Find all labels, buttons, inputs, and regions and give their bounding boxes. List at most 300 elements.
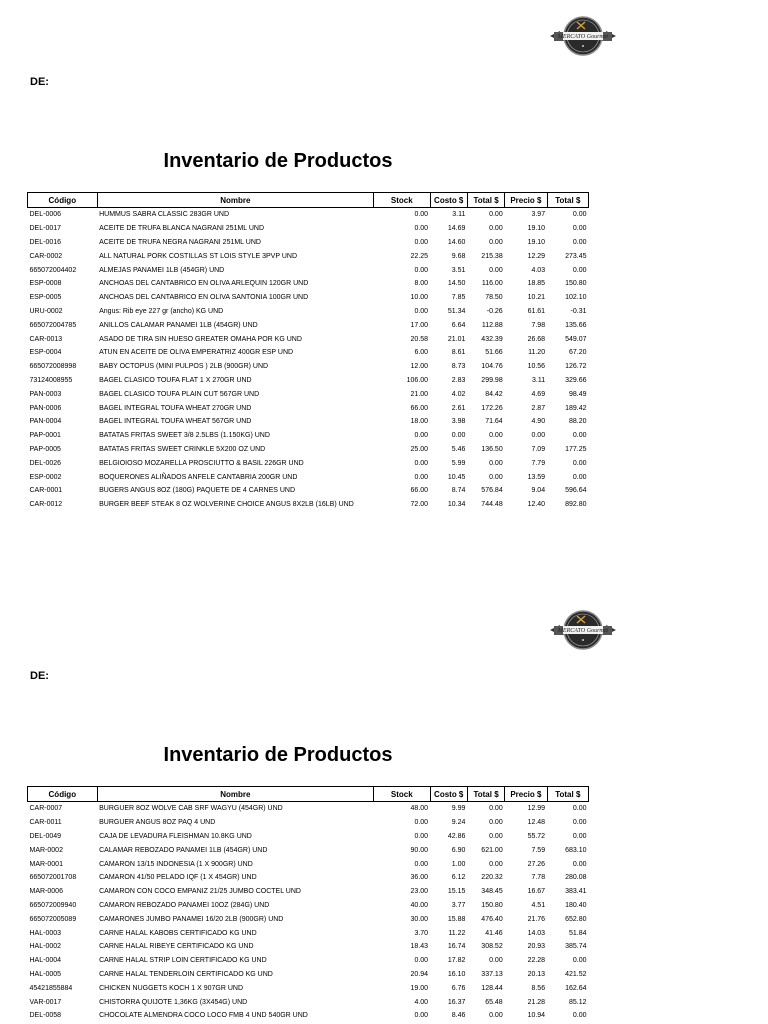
numeric-cell: 5.46 — [451, 445, 466, 453]
numeric-cell: 189.42 — [565, 404, 587, 412]
numeric-cell: 0.00 — [572, 238, 587, 246]
table-row — [28, 443, 589, 457]
product-name: CAMARONES JUMBO PANAMEI 16/20 2LB (900GR) UND — [99, 915, 284, 923]
numeric-cell: 78.50 — [485, 294, 503, 302]
numeric-cell: 0.00 — [489, 805, 503, 813]
numeric-cell: 8.73 — [451, 363, 466, 371]
numeric-cell: 6.90 — [451, 846, 466, 854]
product-name: ALMEJAS PANAMEI 1LB (454GR) UND — [99, 266, 225, 274]
numeric-cell: 385.74 — [565, 943, 587, 951]
product-code: HAL-0003 — [29, 929, 62, 937]
product-name: ALL NATURAL PORK COSTILLAS ST LOIS STYLE 3PVP UND — [99, 252, 297, 260]
numeric-cell: 3.11 — [452, 211, 466, 219]
numeric-cell: 12.40 — [527, 501, 546, 509]
table-row — [28, 249, 589, 263]
numeric-cell: 0.00 — [489, 819, 503, 827]
de-label: DE: — [30, 76, 49, 88]
numeric-cell: 9.24 — [451, 819, 466, 827]
product-code: CAR-0011 — [29, 819, 62, 827]
product-code: ESP-0008 — [29, 280, 62, 288]
inventory-table — [27, 192, 589, 512]
numeric-cell: 20.94 — [410, 970, 429, 978]
numeric-cell: 116.00 — [481, 280, 503, 288]
product-code: 665072005089 — [29, 915, 77, 923]
product-code: DEL-0058 — [29, 1012, 62, 1020]
numeric-cell: 102.10 — [565, 294, 587, 302]
table-row — [28, 346, 589, 360]
numeric-cell: 22.25 — [410, 252, 429, 260]
numeric-cell: 299.98 — [481, 376, 503, 384]
product-name: BAGEL CLASICO TOUFA PLAIN CUT 567GR UND — [99, 390, 260, 398]
table-row — [28, 236, 589, 250]
numeric-cell: 5.99 — [451, 459, 466, 467]
numeric-cell: 7.98 — [531, 321, 546, 329]
numeric-cell: 0.00 — [489, 832, 503, 840]
numeric-cell: 20.13 — [527, 970, 546, 978]
numeric-cell: 0.00 — [572, 832, 587, 840]
numeric-cell: 17.82 — [447, 957, 466, 965]
table-row — [28, 1009, 589, 1023]
numeric-cell: -0.26 — [486, 307, 503, 315]
numeric-cell: 0.00 — [489, 860, 503, 868]
product-code: PAN-0006 — [29, 404, 62, 412]
product-name: CHICKEN NUGGETS KOCH 1 X 907GR UND — [99, 984, 244, 992]
product-name: BOQUERONES ALIÑADOS ANFELE CANTABRIA 200GR UND — [99, 473, 298, 481]
numeric-cell: 7.09 — [531, 445, 546, 453]
numeric-cell: 11.22 — [448, 929, 466, 937]
product-name: ANCHOAS DEL CANTABRICO EN OLIVA ARLEQUIN 120GR UND — [99, 280, 309, 288]
product-name: BAGEL INTEGRAL TOUFA WHEAT 270GR UND — [99, 404, 252, 412]
numeric-cell: 0.00 — [414, 459, 429, 467]
column-header: Costo $ — [430, 193, 467, 208]
table-row — [28, 843, 589, 857]
table-row — [28, 498, 589, 512]
table-row — [28, 263, 589, 277]
table-row — [28, 456, 589, 470]
numeric-cell: 106.00 — [406, 376, 429, 384]
product-name: BAGEL CLASICO TOUFA FLAT 1 X 270GR UND — [99, 376, 252, 384]
de-label: DE: — [30, 670, 49, 682]
table-header-row — [28, 787, 589, 802]
table-row — [28, 830, 589, 844]
numeric-cell: 6.76 — [451, 984, 466, 992]
numeric-cell: 215.38 — [481, 252, 503, 260]
numeric-cell: 0.00 — [489, 432, 503, 440]
numeric-cell: 9.04 — [531, 487, 546, 495]
numeric-cell: 65.48 — [485, 998, 503, 1006]
numeric-cell: 10.34 — [447, 501, 466, 509]
numeric-cell: 0.00 — [414, 832, 429, 840]
numeric-cell: 3.11 — [531, 376, 546, 384]
numeric-cell: 12.00 — [410, 363, 429, 371]
numeric-cell: 2.87 — [531, 404, 546, 412]
numeric-cell: 85.12 — [568, 998, 587, 1006]
numeric-cell: 596.64 — [565, 487, 587, 495]
product-code: HAL-0005 — [29, 970, 62, 978]
product-name: ACEITE DE TRUFA NEGRA NAGRANI 251ML UND — [99, 238, 261, 246]
product-code: ESP-0002 — [29, 473, 62, 481]
numeric-cell: 421.52 — [565, 970, 587, 978]
table-row — [28, 429, 589, 443]
numeric-cell: 20.58 — [410, 335, 429, 343]
table-row — [28, 374, 589, 388]
numeric-cell: 8.00 — [414, 280, 429, 288]
numeric-cell: 66.00 — [410, 404, 429, 412]
product-code: VAR-0017 — [29, 998, 62, 1006]
product-code: DEL-0016 — [29, 238, 62, 246]
numeric-cell: 0.00 — [489, 957, 503, 965]
numeric-cell: 10.94 — [527, 1012, 546, 1020]
numeric-cell: 18.43 — [410, 943, 429, 951]
numeric-cell: 16.10 — [447, 970, 466, 978]
numeric-cell: 329.66 — [565, 376, 587, 384]
numeric-cell: 0.00 — [489, 225, 503, 233]
numeric-cell: 41.46 — [485, 929, 503, 937]
product-code: CAR-0013 — [29, 335, 63, 343]
numeric-cell: 136.50 — [481, 445, 503, 453]
numeric-cell: 0.00 — [489, 266, 503, 274]
numeric-cell: 14.60 — [447, 238, 466, 246]
product-name: ANILLOS CALAMAR PANAMEI 1LB (454GR) UND — [99, 321, 258, 329]
numeric-cell: 2.61 — [451, 404, 466, 412]
product-name: BURGER BEEF STEAK 8 OZ WOLVERINE CHOICE ANGUS 8X2LB (16LB) UND — [99, 501, 354, 509]
column-header: Precio $ — [505, 787, 547, 802]
numeric-cell: 683.10 — [565, 846, 587, 854]
numeric-cell: 0.00 — [531, 432, 546, 440]
table-row — [28, 871, 589, 885]
numeric-cell: 84.42 — [485, 390, 503, 398]
numeric-cell: 30.00 — [410, 915, 429, 923]
product-name: ASADO DE TIRA SIN HUESO GREATER OMAHA POR KG UND — [99, 335, 302, 343]
product-name: CHISTORRA QUIJOTE 1,36KG (3X454G) UND — [99, 998, 248, 1006]
product-code: CAR-0002 — [29, 252, 63, 260]
numeric-cell: 280.08 — [565, 874, 587, 882]
numeric-cell: 88.20 — [568, 418, 587, 426]
numeric-cell: 40.00 — [410, 901, 429, 909]
numeric-cell: 42.86 — [447, 832, 466, 840]
numeric-cell: 6.64 — [451, 321, 466, 329]
product-code: DEL-0026 — [29, 459, 62, 467]
column-header: Código — [28, 787, 98, 802]
numeric-cell: 21.76 — [527, 915, 546, 923]
numeric-cell: 10.00 — [410, 294, 429, 302]
numeric-cell: 3.97 — [531, 211, 546, 219]
product-code: HAL-0004 — [29, 957, 62, 965]
numeric-cell: 61.61 — [527, 307, 546, 315]
numeric-cell: 0.00 — [572, 957, 587, 965]
table-row — [28, 816, 589, 830]
numeric-cell: 19.10 — [527, 238, 546, 246]
table-row — [28, 305, 589, 319]
numeric-cell: 162.64 — [565, 984, 587, 992]
numeric-cell: 0.00 — [489, 459, 503, 467]
product-name: BAGEL INTEGRAL TOUFA WHEAT 567GR UND — [99, 418, 252, 426]
numeric-cell: 12.29 — [527, 252, 546, 260]
table-row — [28, 885, 589, 899]
numeric-cell: 4.69 — [531, 390, 546, 398]
product-name: CAMARON CON COCO EMPANIZ 21/25 JUMBO COCTEL UND — [99, 888, 301, 896]
product-code: MAR-0001 — [29, 860, 63, 868]
table-header-row — [28, 193, 589, 208]
numeric-cell: 172.26 — [481, 404, 503, 412]
product-name: BABY OCTOPUS (MINI PULPOS ) 2LB (900GR) UND — [99, 363, 269, 371]
product-name: BELGIOIOSO MOZARELLA PROSCIUTTO & BASIL 226GR UND — [99, 459, 304, 467]
product-code: URU-0002 — [29, 307, 63, 315]
numeric-cell: 0.00 — [414, 860, 429, 868]
numeric-cell: 0.00 — [414, 266, 429, 274]
numeric-cell: 14.03 — [527, 929, 546, 937]
column-header: Total $ — [547, 193, 588, 208]
numeric-cell: 0.00 — [489, 1012, 503, 1020]
numeric-cell: 4.00 — [414, 998, 429, 1006]
product-code: PAN-0004 — [29, 418, 62, 426]
product-name: CAMARON REBOZADO PANAMEI 10OZ (284G) UND — [99, 901, 270, 909]
numeric-cell: 0.00 — [489, 473, 503, 481]
numeric-cell: -0.31 — [570, 307, 587, 315]
numeric-cell: 0.00 — [572, 1012, 587, 1020]
numeric-cell: 4.90 — [531, 418, 546, 426]
numeric-cell: 6.00 — [414, 349, 429, 357]
product-code: CAR-0012 — [29, 501, 63, 509]
numeric-cell: 744.48 — [481, 501, 503, 509]
table-row — [28, 968, 589, 982]
numeric-cell: 26.68 — [527, 335, 546, 343]
table-row — [28, 470, 589, 484]
numeric-cell: 0.00 — [414, 307, 429, 315]
numeric-cell: 12.99 — [527, 805, 546, 813]
numeric-cell: 128.44 — [481, 984, 503, 992]
column-header: Costo $ — [430, 787, 467, 802]
inventory-table — [27, 786, 589, 1023]
product-name: CAMARON 13/15 INDONESIA (1 X 900GR) UND — [99, 860, 253, 868]
numeric-cell: 0.00 — [414, 211, 429, 219]
numeric-cell: 16.67 — [527, 888, 546, 896]
numeric-cell: 383.41 — [565, 888, 587, 896]
product-name: CAJA DE LEVADURA FLEISHMAN 10.8KG UND — [99, 832, 252, 840]
numeric-cell: 18.00 — [410, 418, 429, 426]
numeric-cell: 177.25 — [565, 445, 587, 453]
numeric-cell: 892.80 — [565, 501, 587, 509]
table-row — [28, 981, 589, 995]
column-header: Stock — [374, 193, 431, 208]
numeric-cell: 15.88 — [447, 915, 466, 923]
numeric-cell: 0.00 — [414, 432, 429, 440]
product-code: DEL-0006 — [29, 211, 62, 219]
numeric-cell: 7.78 — [531, 874, 546, 882]
numeric-cell: 0.00 — [572, 860, 587, 868]
numeric-cell: 0.00 — [572, 819, 587, 827]
product-code: 665072004785 — [29, 321, 77, 329]
product-name: CARNE HALAL TENDERLOIN CERTIFICADO KG UND — [99, 970, 273, 978]
product-name: CALAMAR REBOZADO PANAMEI 1LB (454GR) UND — [99, 846, 268, 854]
product-name: CAMARON 41/50 PELADO IQF (1 X 454GR) UND — [99, 874, 257, 882]
numeric-cell: 180.40 — [565, 901, 587, 909]
table-row — [28, 387, 589, 401]
numeric-cell: 7.79 — [531, 459, 546, 467]
numeric-cell: 11.20 — [528, 349, 546, 357]
table-row — [28, 318, 589, 332]
numeric-cell: 0.00 — [414, 1012, 429, 1020]
numeric-cell: 55.72 — [527, 832, 546, 840]
product-code: 665072001708 — [29, 874, 77, 882]
product-name: CARNE HALAL KABOBS CERTIFICADO KG UND — [99, 929, 257, 937]
numeric-cell: 3.70 — [414, 929, 429, 937]
numeric-cell: 21.00 — [410, 390, 429, 398]
numeric-cell: 8.61 — [451, 349, 466, 357]
table-row — [28, 926, 589, 940]
numeric-cell: 220.32 — [481, 874, 503, 882]
numeric-cell: 476.40 — [481, 915, 503, 923]
column-header: Nombre — [97, 193, 373, 208]
table-row — [28, 954, 589, 968]
table-row — [28, 899, 589, 913]
table-row — [28, 291, 589, 305]
numeric-cell: 20.93 — [527, 943, 546, 951]
numeric-cell: 150.80 — [481, 901, 503, 909]
product-code: CAR-0001 — [29, 487, 63, 495]
numeric-cell: 7.59 — [531, 846, 546, 854]
product-name: BATATAS FRITAS SWEET CRINKLE 5X200 OZ UND — [99, 445, 266, 453]
column-header: Total $ — [547, 787, 588, 802]
product-code: 73124008955 — [29, 376, 73, 384]
numeric-cell: 51.66 — [485, 349, 503, 357]
table-row — [28, 802, 589, 816]
numeric-cell: 0.00 — [572, 805, 587, 813]
numeric-cell: 19.10 — [527, 225, 546, 233]
product-code: MAR-0006 — [29, 888, 63, 896]
page-title: Inventario de Productos — [163, 744, 393, 766]
numeric-cell: 98.49 — [568, 390, 587, 398]
table-row — [28, 415, 589, 429]
numeric-cell: 0.00 — [572, 459, 587, 467]
product-name: BURGUER 8OZ WOLVE CAB SRF WAGYU (454GR) UND — [99, 805, 283, 813]
table-row — [28, 857, 589, 871]
page-2-viewport — [0, 594, 768, 1024]
numeric-cell: 17.00 — [410, 321, 429, 329]
numeric-cell: 432.39 — [481, 335, 503, 343]
product-name: CARNE HALAL STRIP LOIN CERTIFICADO KG UND — [99, 957, 267, 965]
numeric-cell: 90.00 — [410, 846, 429, 854]
product-name: CARNE HALAL RIBEYE CERTIFICADO KG UND — [99, 943, 254, 951]
product-name: BUGERS ANGUS 8OZ (180G) PAQUETE DE 4 CARNES UND — [99, 487, 296, 495]
numeric-cell: 16.74 — [447, 943, 466, 951]
numeric-cell: 4.02 — [451, 390, 466, 398]
numeric-cell: 71.64 — [485, 418, 503, 426]
column-header: Precio $ — [505, 193, 547, 208]
numeric-cell: 4.03 — [531, 266, 546, 274]
table-row — [28, 360, 589, 374]
numeric-cell: 16.37 — [447, 998, 466, 1006]
numeric-cell: 0.00 — [572, 266, 587, 274]
column-header: Total $ — [467, 193, 504, 208]
product-code: ESP-0005 — [29, 294, 62, 302]
numeric-cell: 8.74 — [451, 487, 466, 495]
product-code: HAL-0002 — [29, 943, 62, 951]
numeric-cell: 150.80 — [565, 280, 587, 288]
numeric-cell: 0.00 — [489, 238, 503, 246]
table-row — [28, 222, 589, 236]
product-name: BURGUER ANGUS 8OZ PAQ 4 UND — [99, 819, 216, 827]
numeric-cell: 104.76 — [481, 363, 503, 371]
numeric-cell: 6.12 — [451, 874, 466, 882]
numeric-cell: 576.84 — [481, 487, 503, 495]
numeric-cell: 18.85 — [527, 280, 546, 288]
numeric-cell: 9.68 — [451, 252, 466, 260]
numeric-cell: 14.50 — [447, 280, 466, 288]
numeric-cell: 10.45 — [447, 473, 466, 481]
numeric-cell: 3.51 — [451, 266, 466, 274]
numeric-cell: 15.15 — [447, 888, 466, 896]
numeric-cell: 1.00 — [451, 860, 466, 868]
product-code: DEL-0049 — [29, 832, 62, 840]
product-code: 665072008998 — [29, 363, 77, 371]
numeric-cell: 0.00 — [572, 432, 587, 440]
table-row — [28, 912, 589, 926]
table-row — [28, 401, 589, 415]
numeric-cell: 21.28 — [527, 998, 546, 1006]
product-code: CAR-0007 — [29, 805, 63, 813]
product-name: Angus: Rib eye 227 gr (ancho) KG UND — [99, 307, 224, 315]
numeric-cell: 135.66 — [565, 321, 587, 329]
product-code: 665072004402 — [29, 266, 77, 274]
svg-text:MERCATO Gourmet: MERCATO Gourmet — [557, 628, 609, 634]
mercato-gourmet-logo — [548, 14, 618, 58]
column-header: Total $ — [467, 787, 504, 802]
numeric-cell: 308.52 — [481, 943, 503, 951]
numeric-cell: 27.26 — [527, 860, 546, 868]
mercato-gourmet-logo — [548, 608, 618, 652]
numeric-cell: 3.77 — [451, 901, 466, 909]
page-title: Inventario de Productos — [163, 150, 393, 172]
numeric-cell: 652.80 — [565, 915, 587, 923]
numeric-cell: 0.00 — [414, 473, 429, 481]
column-header: Nombre — [97, 787, 373, 802]
numeric-cell: 0.00 — [414, 225, 429, 233]
numeric-cell: 10.21 — [527, 294, 546, 302]
table-row — [28, 995, 589, 1009]
numeric-cell: 25.00 — [410, 445, 429, 453]
inventory-page-2 — [0, 594, 768, 1024]
product-code: 665072009940 — [29, 901, 77, 909]
numeric-cell: 13.59 — [527, 473, 546, 481]
numeric-cell: 66.00 — [410, 487, 429, 495]
product-name: CHOCOLATE ALMENDRA COCO LOCO FMB 4 UND 540GR UND — [99, 1012, 308, 1020]
numeric-cell: 0.00 — [572, 473, 587, 481]
product-code: DEL-0017 — [29, 225, 62, 233]
numeric-cell: 51.84 — [568, 929, 587, 937]
numeric-cell: 0.00 — [572, 211, 587, 219]
numeric-cell: 8.56 — [531, 984, 546, 992]
product-code: PAP-0005 — [29, 445, 61, 453]
svg-text:MERCATO Gourmet: MERCATO Gourmet — [557, 34, 609, 40]
numeric-cell: 337.13 — [481, 970, 503, 978]
numeric-cell: 12.48 — [527, 819, 546, 827]
product-name: BATATAS FRITAS SWEET 3/8 2.5LBS (1.150KG) UND — [99, 432, 270, 440]
numeric-cell: 2.83 — [451, 376, 466, 384]
product-name: ANCHOAS DEL CANTABRICO EN OLIVA SANTONIA 100GR UND — [99, 294, 309, 302]
column-header: Código — [28, 193, 98, 208]
numeric-cell: 72.00 — [410, 501, 429, 509]
table-row — [28, 208, 589, 222]
numeric-cell: 126.72 — [565, 363, 587, 371]
numeric-cell: 0.00 — [414, 957, 429, 965]
numeric-cell: 21.01 — [447, 335, 466, 343]
product-code: PAP-0001 — [29, 432, 61, 440]
numeric-cell: 23.00 — [410, 888, 429, 896]
product-code: MAR-0002 — [29, 846, 63, 854]
numeric-cell: 112.88 — [481, 321, 503, 329]
numeric-cell: 36.00 — [410, 874, 429, 882]
